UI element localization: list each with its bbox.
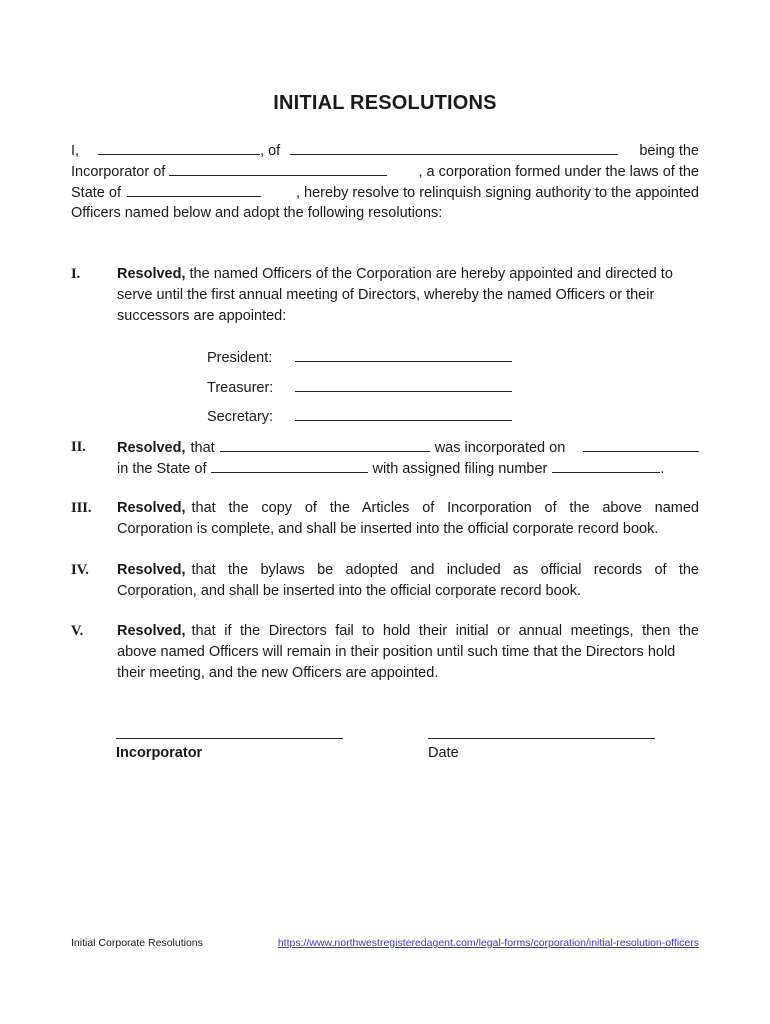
resolution-text: Corporation, and shall be inserted into the official corporate record book.	[117, 583, 582, 599]
filing-number-blank[interactable]	[552, 458, 660, 473]
resolution-line	[117, 642, 699, 663]
secretary-blank[interactable]	[295, 406, 512, 421]
corporation-name-blank[interactable]	[169, 161, 387, 176]
intro-officers-named: Officers named below and adopt the following resolutions:	[71, 205, 443, 221]
date-signature-line[interactable]	[428, 738, 655, 739]
state-of-incorporation-blank[interactable]	[211, 458, 368, 473]
resolution-text: in the State of	[117, 461, 207, 477]
intro-line-3	[71, 182, 699, 203]
intro-of: , of	[260, 143, 281, 159]
officer-row-treasurer	[207, 377, 512, 407]
resolution-numeral: IV.	[71, 562, 89, 578]
incorporation-date-blank[interactable]	[583, 437, 699, 452]
resolution-line	[117, 437, 699, 458]
resolution-line	[117, 621, 699, 642]
resolution-line	[117, 519, 699, 540]
resolution-text: Corporation is complete, and shall be inserted into the official corporate record book.	[117, 521, 659, 537]
resolved-label: Resolved,	[117, 266, 186, 282]
footer-link[interactable]: https://www.northwestregisteredagent.com/legal-forms/corporation/initial-resolution-officers	[277, 937, 699, 949]
page-footer	[71, 937, 699, 949]
officer-row-secretary	[207, 406, 512, 436]
incorporator-signature	[116, 738, 343, 761]
intro-paragraph	[71, 140, 699, 224]
resolution-numeral: I.	[71, 266, 81, 282]
resolution-line	[117, 663, 699, 684]
resolution-text: .	[660, 461, 665, 477]
date-label: Date	[428, 745, 459, 761]
resolution-text: their meeting, and the new Officers are appointed.	[117, 665, 439, 681]
intro-state-of: State of	[71, 185, 121, 201]
resolution-line	[117, 306, 699, 327]
resolution-text: that the bylaws be adopted and included as official records of the	[191, 562, 699, 578]
resolution-body	[117, 437, 699, 479]
resolution-body	[117, 560, 699, 602]
resolution-numeral: III.	[71, 500, 92, 516]
resolved-label: Resolved,	[117, 440, 186, 456]
resolution-line	[117, 560, 699, 581]
resolved-label: Resolved,	[117, 500, 186, 516]
officer-label: Secretary:	[207, 409, 274, 425]
resolution-text: that	[190, 440, 215, 456]
incorporator-label: Incorporator	[116, 745, 203, 761]
footer-doc-name: Initial Corporate Resolutions	[71, 937, 203, 949]
resolution-body	[117, 264, 699, 327]
date-signature	[428, 738, 655, 761]
intro-being-the: being the	[639, 143, 699, 159]
resolution-text: that if the Directors fail to hold their initial or annual meetings, then the	[191, 623, 699, 639]
treasurer-blank[interactable]	[295, 377, 512, 392]
resolution-numeral: II.	[71, 439, 86, 455]
intro-corporation-formed: , a corporation formed under the laws of the	[418, 164, 699, 180]
intro-hereby-resolve: , hereby resolve to relinquish signing authority to the appointed	[295, 185, 699, 201]
incorporator-address-blank[interactable]	[290, 140, 618, 155]
resolution-text: successors are appointed:	[117, 308, 287, 324]
resolved-label: Resolved,	[117, 562, 186, 578]
incorporator-name-blank[interactable]	[98, 140, 260, 155]
corporation-blank[interactable]	[220, 437, 430, 452]
resolution-text: above named Officers will remain in their position until such time that the Directors hold	[117, 644, 676, 660]
intro-incorporator-of: Incorporator of	[71, 164, 166, 180]
resolution-numeral: V.	[71, 623, 84, 639]
president-blank[interactable]	[295, 347, 512, 362]
resolution-body	[117, 621, 699, 684]
resolution-body	[117, 498, 699, 540]
intro-line-1	[71, 140, 699, 161]
resolution-line	[117, 285, 699, 306]
resolved-label: Resolved,	[117, 623, 186, 639]
intro-i: I,	[71, 143, 80, 159]
resolution-text: with assigned filing number	[372, 461, 548, 477]
resolution-line	[117, 264, 699, 285]
resolution-text: serve until the first annual meeting of Directors, whereby the named Officers or their	[117, 287, 655, 303]
officer-label: Treasurer:	[207, 379, 274, 396]
intro-line-2	[71, 161, 699, 182]
resolution-text: was incorporated on	[434, 440, 566, 456]
officer-label: President:	[207, 350, 273, 366]
resolution-line	[117, 581, 699, 602]
incorporator-signature-line[interactable]	[116, 738, 343, 739]
resolution-text: that the copy of the Articles of Incorporation of the above named	[191, 500, 699, 516]
officers-list	[207, 347, 512, 436]
page-title: INITIAL RESOLUTIONS	[273, 92, 497, 114]
intro-line-4	[71, 203, 699, 224]
resolution-text: the named Officers of the Corporation are hereby appointed and directed to	[189, 266, 673, 282]
resolution-line	[117, 458, 699, 479]
officer-row-president	[207, 347, 512, 377]
state-blank[interactable]	[127, 182, 261, 197]
resolution-line	[117, 498, 699, 519]
